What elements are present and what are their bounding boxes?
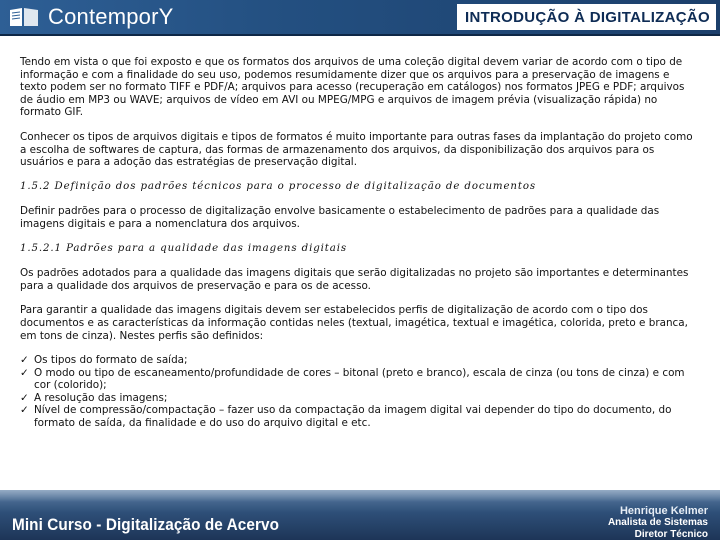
list-item-text: Os tipos do formato de saída; xyxy=(34,354,188,367)
checkmark-icon: ✓ xyxy=(20,404,29,417)
profile-checklist xyxy=(20,354,696,430)
book-logo-icon xyxy=(8,6,40,28)
paragraph-standards: Definir padrões para o processo de digitalização envolve basicamente o estabelecimento de padrões para a qualidade das imagens digitais e para a nomenclatura dos arquivos. xyxy=(20,205,660,230)
course-title: Mini Curso - Digitalização de Acervo xyxy=(12,515,280,534)
checkmark-icon: ✓ xyxy=(20,354,29,367)
author-role-secondary: Diretor Técnico xyxy=(634,529,708,540)
footer-highlight xyxy=(0,490,720,502)
author-name: Henrique Kelmer xyxy=(619,505,708,517)
list-item xyxy=(20,392,696,405)
author-role: Analista de Sistemas xyxy=(607,517,708,528)
checkmark-icon: ✓ xyxy=(20,366,29,379)
slide-title-box xyxy=(457,4,716,30)
paragraph-formats: Tendo em vista o que foi exposto e que os formatos dos arquivos de uma coleção digital devem variar de acordo com o tipo de informação e com a finalidade do seu uso, podemos resumidamente dizer que os arquivos para a preservação de imagens e texto podem ser no formato TIFF e PDF/A; arquivos para acesso (recuperação em catálogos) nos formatos JPEG e PDF; arquivos de áudio em MP3 ou WAVE; arquivos de vídeo em AVI ou MPEG/MPG e arquivos de imagem prévia (visualização rápida) no formato GIF. xyxy=(20,56,685,119)
slide-title: INTRODUÇÃO À DIGITALIZAÇÃO xyxy=(464,8,710,26)
slide-content xyxy=(20,56,696,430)
list-item xyxy=(20,404,696,429)
header-bar xyxy=(0,0,720,36)
section-heading-standards: 1.5.2 Definição dos padrões técnicos para o processo de digitalização de documentos xyxy=(20,180,537,192)
list-item-text: O modo ou tipo de escaneamento/profundidade de cores – bitonal (preto e branco), escala de cinza (ou tons de cinza) e com cor (colorido); xyxy=(34,366,685,392)
paragraph-profiles: Para garantir a qualidade das imagens digitais devem ser estabelecidos perfis de digitalização de acordo com o tipo dos documentos e as características da informação contidas neles (textual, imagética, textual e imagética, colorida, preto e branca, em tons de cinza). Nestes perfis são definidos: xyxy=(20,304,688,342)
list-item-text: A resolução das imagens; xyxy=(34,391,168,404)
list-item-text: Nível de compressão/compactação – fazer uso da compactação da imagem digital vai depender do tipo do documento, do formato de saída, da finalidade e do uso do arquivo digital e etc. xyxy=(34,404,672,430)
footer-bar xyxy=(0,490,720,540)
list-item xyxy=(20,367,696,392)
paragraph-quality: Os padrões adotados para a qualidade das imagens digitais que serão digitalizadas no projeto são importantes e determinantes para a qualidade dos arquivos de preservação e para os de acesso. xyxy=(20,267,689,292)
section-heading-quality: 1.5.2.1 Padrões para a qualidade das imagens digitais xyxy=(20,242,348,254)
logo-text: ContemporY xyxy=(48,4,174,29)
checkmark-icon: ✓ xyxy=(20,391,29,404)
list-item xyxy=(20,354,696,367)
paragraph-file-types: Conhecer os tipos de arquivos digitais e tipos de formatos é muito importante para outras fases da implantação do projeto como a escolha de softwares de captura, das formas de armazenamento dos arquivos, da disponibilização dos arquivos para os usuários e para a adoção das estratégias de preservação digital. xyxy=(20,130,693,169)
author-block xyxy=(608,505,708,541)
logo xyxy=(8,5,174,29)
